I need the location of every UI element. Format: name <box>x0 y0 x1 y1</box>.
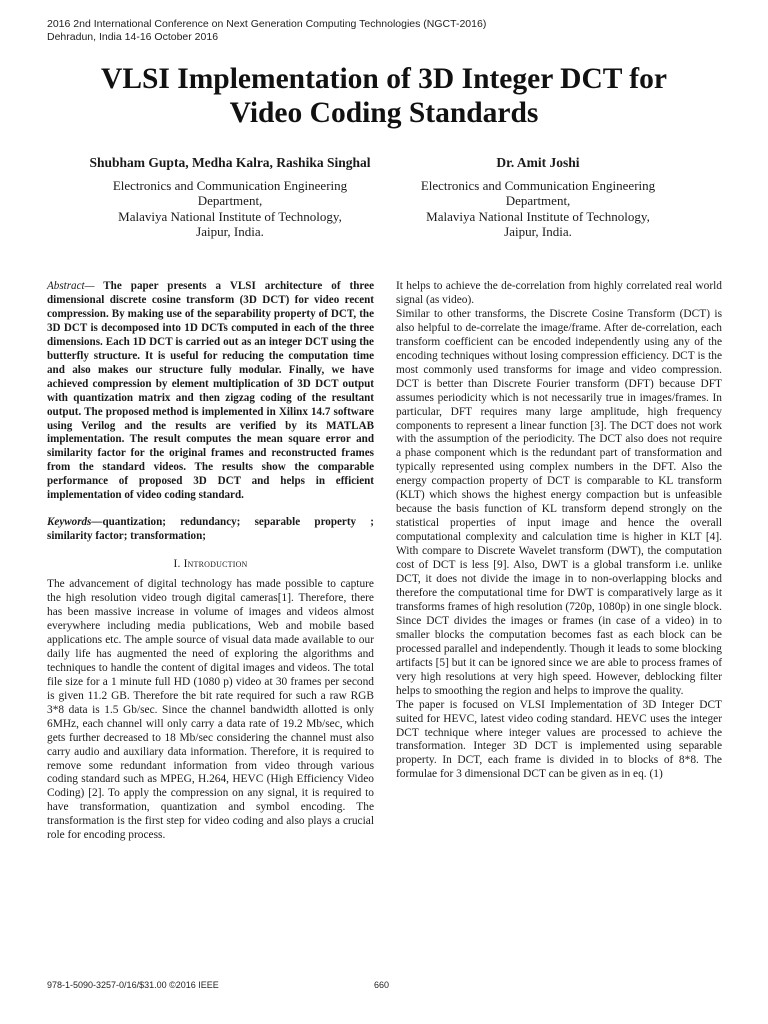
paper-title-line-2: Video Coding Standards <box>229 97 539 129</box>
keywords-label: Keywords— <box>47 516 103 529</box>
footer-isbn: 978-1-5090-3257-0/16/$31.00 ©2016 IEEE <box>47 980 219 990</box>
abstract-text: The paper presents a VLSI architecture of three dimensional discrete cosine transform (3D DCT) for video recent compression. By making use of the separability property of DCT, the 3D DCT is decomposed into 1D DCTs computed in each of the three dimensions. Each 1D DCT is carried out as an integer DCT using the butterfly structure. It is useful for reducing the computation time and also makes our structure fully modular. Finally, we have achieved compression by element multiplication of 3D DCT output with quantization matrix and then zigzag coding of the resultant output. The proposed method is implemented in Xilinx 14.7 software using Verilog and the results are verified by its MATLAB implementation. The result computes the mean square error and similarity factor for the original frames and reconstructed frames from the standard videos. The results show the comparable performance of proposed 3D DCT and helps in efficient implementation of video coding standard. <box>47 280 374 502</box>
conference-location: Dehradun, India 14-16 October 2016 <box>47 31 219 43</box>
section-title: Introduction <box>183 558 248 571</box>
affiliation-line: Department, <box>505 193 571 208</box>
paper-title-line-1: VLSI Implementation of 3D Integer DCT for <box>101 63 667 95</box>
conference-header <box>47 18 486 44</box>
author-names-1: Shubham Gupta, Medha Kalra, Rashika Singhal <box>89 155 371 170</box>
section-heading <box>47 558 374 572</box>
author-block-2 <box>388 155 688 240</box>
author-names-2: Dr. Amit Joshi <box>496 155 580 170</box>
conference-name: 2016 2nd International Conference on Next Generation Computing Technologies (NGCT-2016) <box>47 18 487 30</box>
affiliation-line: Jaipur, India. <box>504 224 572 239</box>
intro-paragraph: The advancement of digital technology has made possible to capture the high resolution video trough digital cameras[1]. Therefore, there has been massive increase in volume of images and videos almost everywhere including media publications, Web and mobile based applications etc. The ample source of visual data made available to our daily life has augmented the need of exploring the algorithms and techniques to handle the content of digital images and videos. The total file size for a 1 minute full HD (1080 p) video at 30 frames per second is given 11.2 GB. Therefore the bit rate required for such a raw RGB 3*8 data is 1.5 Gb/sec. Since the channel bandwidth allotted is only 6MHz, each channel will only carry a data rate of 19.2 Mb/sec, which gets further decreased to 18 Mb/sec considering the channel must also carry audio and auxiliary data information. Therefore, it is required to remove some redundant information from video through various coding standard such as MPEG, H.264, HEVC (High Efficiency Video Coding) [2]. To apply the compression on any signal, it is required to have transformation, quantization and symbol encoding. The transformation is the first step for video coding and also plays a crucial role for encoding process. <box>47 578 374 842</box>
body-paragraph-1: It helps to achieve the de-correlation from highly correlated real world signal (as video). <box>396 280 722 306</box>
right-column <box>396 280 722 782</box>
affiliation-line: Malaviya National Institute of Technology, <box>118 208 342 224</box>
affiliation-line: Malaviya National Institute of Technology, <box>426 208 650 224</box>
affiliation-line: Jaipur, India. <box>196 224 264 239</box>
left-column <box>47 280 374 843</box>
paper-title <box>0 62 768 130</box>
author-block-1 <box>40 155 420 240</box>
abstract-label: Abstract— <box>47 280 95 292</box>
affiliation-line: Department, <box>197 193 263 208</box>
body-paragraph-3: The paper is focused on VLSI Implementation of 3D Integer DCT suited for HEVC, latest video coding standard. HEVC uses the integer DCT technique where integer values are processed to achieve the transformation. Integer 3D DCT is implemented using separable property. In DCT, each frame is divided in to blocks of 8*8. The formulae for 3 dimensional DCT can be given as in eq. (1) <box>396 698 722 781</box>
affiliation-line: Electronics and Communication Engineering <box>112 177 348 193</box>
keywords-text: quantization; redundancy; separable property ; similarity factor; transformation; <box>47 516 374 543</box>
abstract <box>47 280 374 503</box>
affiliation-line: Electronics and Communication Engineering <box>420 177 656 193</box>
body-paragraph-2: Similar to other transforms, the Discrete Cosine Transform (DCT) is also helpful to de-correlate the image/frame. After de-correlation, each transform coefficient can be encoded independently using any of the encoding techniques without losing compression efficiency. DCT is the most commonly used transforms for image and video compression. DCT is better than Discrete Fourier transform (DFT) because DFT assumes periodicity which is not necessarily true in images/frames. In particular, DFT requires many large amplitude, high frequency components to represent a linear function [3]. The DCT does not work with the assumption of the periodicity. The DCT also does not require a phase component which is the redundant part of transformation and typically represented using complex numbers in the DFT. Also the energy compaction property of DCT is comparable to KL transform (KLT) which shows the highest energy compaction but is unfeasible because the basis function of KL transform depend strongly on the statistical properties of input image and hence the overall computational complexity and calculation time is higher in KLT [4]. With compare to Discrete Wavelet transform (DWT), the computation cost of DCT is less [9]. Also, DWT is a global transform i.e. unlike DCT, it does not divide the image in to non-overlapping blocks and therefore the computational time for DWT is comparatively large as it transforms frames of high resolution (720p, 1080p) in one single block. Since DCT divides the images or frames (in case of a video) in to smaller blocks the computation becomes fast as each block can be processed parallel and independently. Though it leads to some blocking artifacts [5] but it can be ignored since we are able to process frames of very high resolutions at very high speed. However, deblocking filter helps to smoothing the region and helps to improve the quality. <box>396 307 722 697</box>
section-number: I. <box>173 558 181 571</box>
page-number: 660 <box>374 980 390 990</box>
keywords <box>47 516 374 544</box>
